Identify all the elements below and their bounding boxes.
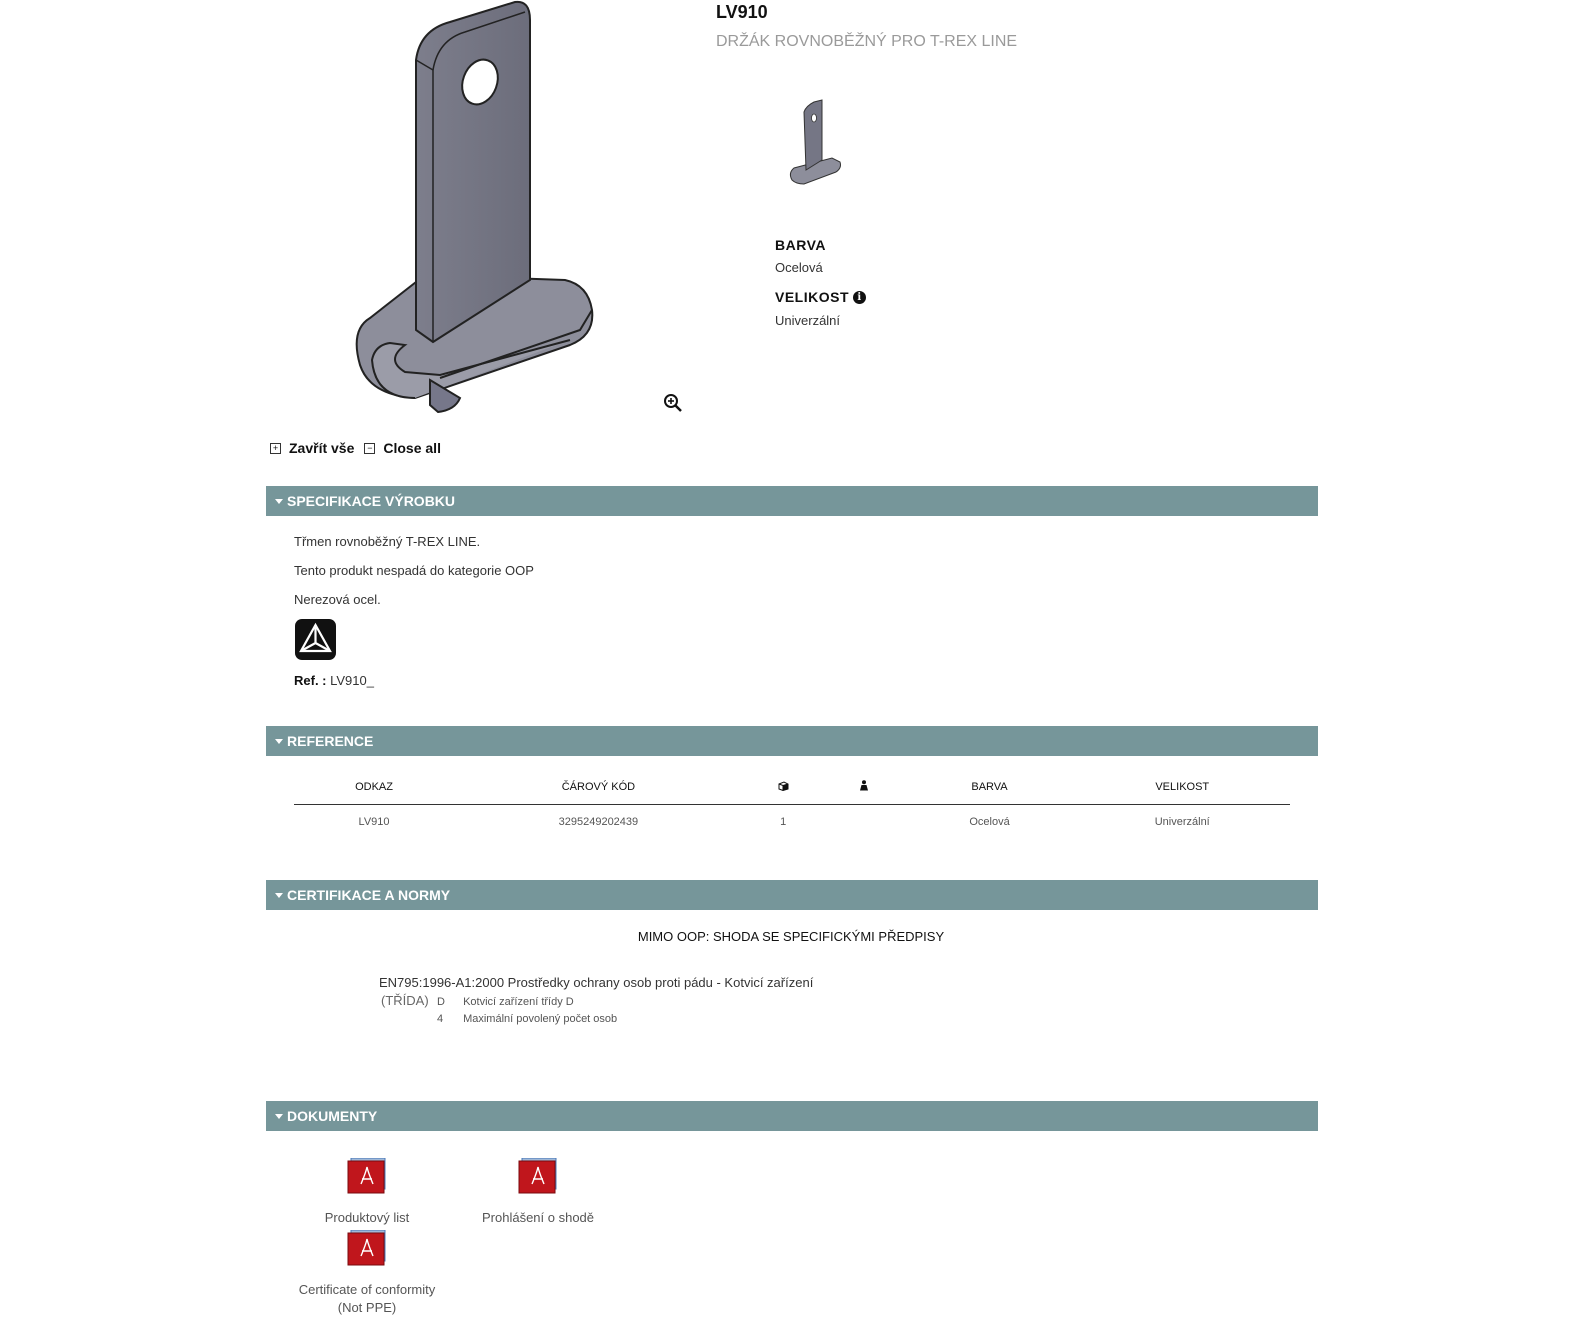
cell-barva: Ocelová [969, 816, 1010, 828]
reference-table [294, 770, 1290, 839]
document-label: Prohlášení o shodě [481, 1210, 595, 1225]
pdf-icon [347, 1158, 387, 1194]
product-name: DRŽÁK ROVNOBĚŽNÝ PRO T-REX LINE [716, 33, 1018, 50]
cell-odkaz: LV910 [358, 816, 390, 828]
class-row [437, 1013, 617, 1025]
table-header-row [294, 770, 1290, 805]
cell-barcode: 3295249202439 [558, 816, 639, 828]
column-header-barva: BARVA [905, 770, 1075, 805]
cell-velikost: Univerzální [1154, 816, 1210, 828]
column-header-odkaz: ODKAZ [294, 770, 454, 805]
table-row [294, 805, 1290, 840]
section-title: CERTIFIKACE A NORMY [287, 887, 451, 903]
section-title: SPECIFIKACE VÝROBKU [287, 493, 456, 509]
class-text: Kotvicí zařízení třídy D [463, 996, 574, 1008]
expand-collapse-toggles [270, 440, 451, 456]
open-all-label: Zavřít vše [289, 440, 355, 456]
section-title: REFERENCE [287, 733, 374, 749]
size-value: Univerzální [775, 313, 841, 328]
plus-box-icon: + [270, 443, 281, 454]
section-title: DOKUMENTY [287, 1108, 378, 1124]
ref-value: LV910_ [330, 673, 374, 688]
zoom-in-icon[interactable] [663, 393, 683, 413]
section-header-certification[interactable] [266, 880, 1318, 910]
size-label-row [775, 289, 866, 305]
minus-box-icon: − [364, 443, 375, 454]
box-icon [778, 781, 789, 791]
cell-box: 1 [780, 816, 787, 828]
color-label: BARVA [775, 237, 826, 253]
color-value: Ocelová [775, 260, 823, 275]
certification-heading: MIMO OOP: SHODA SE SPECIFICKÝMI PŘEDPISY [637, 929, 945, 944]
column-header-box [743, 770, 824, 805]
ref-label: Ref. : [294, 673, 327, 688]
document-label: Produktový list [324, 1210, 410, 1225]
document-declaration[interactable] [448, 1158, 628, 1227]
open-all-toggle[interactable] [270, 440, 354, 456]
column-header-person [824, 770, 905, 805]
document-label-line: (Not PPE) [337, 1300, 397, 1315]
class-row [437, 996, 574, 1008]
caret-down-icon [275, 739, 283, 744]
section-header-spec[interactable] [266, 486, 1318, 516]
pdf-icon [518, 1158, 558, 1194]
class-label: (TŘÍDA) [381, 993, 429, 1008]
caret-down-icon [275, 499, 283, 504]
spec-line: Nerezová ocel. [294, 592, 381, 607]
product-thumbnail[interactable] [786, 98, 846, 190]
column-header-velikost: VELIKOST [1074, 770, 1290, 805]
spec-line: Tento produkt nespadá do kategorie OOP [294, 563, 534, 578]
spec-line: Třmen rovnoběžný T-REX LINE. [294, 534, 481, 549]
document-label-line: Certificate of conformity [298, 1282, 436, 1297]
product-main-image[interactable] [330, 0, 630, 430]
norm-title: EN795:1996-A1:2000 Prostředky ochrany osob proti pádu - Kotvicí zařízení [379, 975, 814, 990]
person-icon [859, 780, 869, 791]
document-product-sheet[interactable] [277, 1158, 457, 1227]
class-code: D [437, 996, 445, 1008]
caret-down-icon [275, 893, 283, 898]
section-header-documents[interactable] [266, 1101, 1318, 1131]
document-certificate[interactable] [277, 1230, 457, 1317]
section-header-reference[interactable] [266, 726, 1318, 756]
pdf-icon [347, 1230, 387, 1266]
close-all-label: Close all [383, 440, 441, 456]
class-code: 4 [437, 1013, 444, 1025]
cell-person [824, 805, 905, 840]
info-icon[interactable]: i [853, 291, 866, 304]
column-header-barcode: ČÁROVÝ KÓD [454, 770, 743, 805]
document-label [277, 1281, 457, 1317]
size-label: VELIKOST [775, 289, 850, 305]
technology-logo-icon [294, 618, 337, 661]
caret-down-icon [275, 1114, 283, 1119]
product-code: LV910 [716, 2, 768, 22]
reference-line [294, 673, 374, 688]
close-all-toggle[interactable] [364, 440, 441, 456]
class-text: Maximální povolený počet osob [463, 1013, 618, 1025]
